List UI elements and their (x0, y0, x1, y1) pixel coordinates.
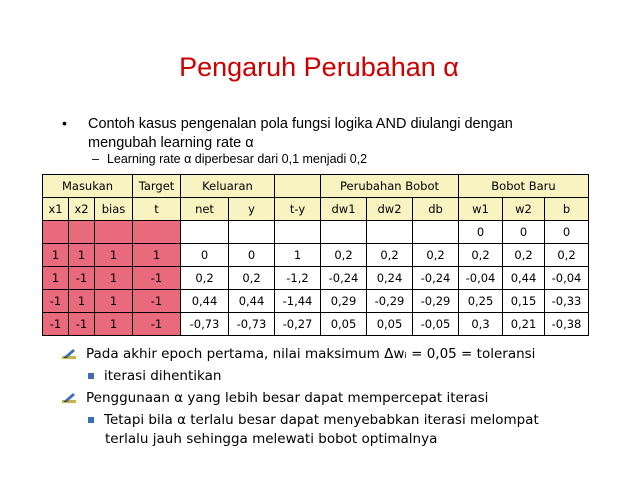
table-cell: 0,2 (321, 244, 367, 267)
table-cell: 0,2 (459, 244, 503, 267)
point-1-sub (88, 368, 221, 384)
table-row (43, 267, 589, 290)
table-cell (181, 221, 229, 244)
table-cell: -1,44 (275, 290, 321, 313)
table-cell (229, 221, 275, 244)
col-header: t (133, 198, 181, 221)
point-2-sub-text: Tetapi bila α terlalu besar dapat menyebabkan iterasi melompat (104, 412, 539, 428)
group-header-empty (275, 175, 321, 198)
table-cell: -0,29 (367, 290, 413, 313)
pen-icon (62, 348, 76, 360)
table-cell: 0 (545, 221, 589, 244)
initial-weights-row (43, 221, 589, 244)
table-cell: 0 (503, 221, 545, 244)
table-cell: 1 (43, 244, 69, 267)
table-cell (367, 221, 413, 244)
table-cell: 0,2 (545, 244, 589, 267)
bullet-text (88, 115, 558, 153)
table-cell: 1 (69, 244, 95, 267)
group-header-perubahan-bobot: Perubahan Bobot (321, 175, 459, 198)
point-2-sub (88, 412, 539, 428)
table-cell: 0 (181, 244, 229, 267)
group-header-target: Target (133, 175, 181, 198)
col-header: x1 (43, 198, 69, 221)
point-2-text: Penggunaan α yang lebih besar dapat mempercepat iterasi (86, 390, 489, 406)
table-cell: 0,15 (503, 290, 545, 313)
point-1 (62, 346, 535, 362)
table-cell: -0,04 (545, 267, 589, 290)
col-header: dw2 (367, 198, 413, 221)
col-header: bias (95, 198, 133, 221)
group-header-keluaran: Keluaran (181, 175, 275, 198)
group-header-row (43, 175, 589, 198)
iteration-table (42, 174, 589, 336)
table-cell: -0,73 (181, 313, 229, 336)
table-cell: 1 (95, 313, 133, 336)
table-row (43, 244, 589, 267)
col-header: w2 (503, 198, 545, 221)
table-cell: -1 (133, 313, 181, 336)
col-header: x2 (69, 198, 95, 221)
table-cell: 0 (459, 221, 503, 244)
table-cell: -0,29 (413, 290, 459, 313)
sub-bullet-text: Learning rate α diperbesar dari 0,1 menjadi 0,2 (106, 152, 368, 166)
sub-bullet (92, 152, 367, 166)
col-header: b (545, 198, 589, 221)
table-cell: 1 (95, 290, 133, 313)
table-cell (413, 221, 459, 244)
col-header: t-y (275, 198, 321, 221)
table-row (43, 290, 589, 313)
table-cell (95, 221, 133, 244)
table-cell: -0,38 (545, 313, 589, 336)
col-header: y (229, 198, 275, 221)
table-cell (43, 221, 69, 244)
col-header: dw1 (321, 198, 367, 221)
dash-marker: – (92, 152, 99, 166)
table-cell: 0,29 (321, 290, 367, 313)
table-cell (321, 221, 367, 244)
table-cell: 0,44 (503, 267, 545, 290)
table-cell: 0,2 (413, 244, 459, 267)
table-cell: -1,2 (275, 267, 321, 290)
table-cell: 0,24 (367, 267, 413, 290)
square-bullet-icon (88, 373, 94, 379)
table-row (43, 313, 589, 336)
table-cell (275, 221, 321, 244)
bullet-line-1: Contoh kasus pengenalan pola fungsi logika AND diulangi dengan (88, 116, 513, 132)
table-cell: 0,2 (181, 267, 229, 290)
page-title: Pengaruh Perubahan α (179, 52, 459, 82)
table-cell: 1 (275, 244, 321, 267)
table-cell: 0,21 (503, 313, 545, 336)
table-cell: 1 (95, 267, 133, 290)
bullet-line-2: mengubah learning rate α (88, 135, 254, 151)
table-cell (69, 221, 95, 244)
table-cell: -0,73 (229, 313, 275, 336)
table-cell: -1 (69, 313, 95, 336)
table-cell: 0,44 (229, 290, 275, 313)
group-header-masukan: Masukan (43, 175, 133, 198)
table-cell: -1 (133, 267, 181, 290)
table-cell: 0,44 (181, 290, 229, 313)
table-cell (133, 221, 181, 244)
point-2 (62, 390, 488, 406)
table-cell: -0,04 (459, 267, 503, 290)
bullet-marker: • (62, 115, 67, 131)
table-cell: 0,3 (459, 313, 503, 336)
table-cell: -1 (69, 267, 95, 290)
col-header: db (413, 198, 459, 221)
table-cell: 0,05 (321, 313, 367, 336)
table-cell: 0,25 (459, 290, 503, 313)
table-cell: -0,24 (413, 267, 459, 290)
table-cell: -0,24 (321, 267, 367, 290)
table-cell: 0,2 (503, 244, 545, 267)
point-2-sub-continuation: terlalu jauh sehingga melewati bobot optimalnya (105, 431, 438, 447)
table-cell: -1 (43, 313, 69, 336)
table-cell: -1 (133, 290, 181, 313)
table-cell: 0,05 (367, 313, 413, 336)
table-cell: -0,05 (413, 313, 459, 336)
col-header: w1 (459, 198, 503, 221)
col-header: net (181, 198, 229, 221)
table-cell: 1 (95, 244, 133, 267)
table-cell: -0,27 (275, 313, 321, 336)
pen-icon (62, 392, 76, 404)
square-bullet-icon (88, 417, 94, 423)
table-cell: -1 (43, 290, 69, 313)
group-header-bobot-baru: Bobot Baru (459, 175, 589, 198)
table-cell: 1 (133, 244, 181, 267)
table-cell: 0 (229, 244, 275, 267)
table-cell: 1 (43, 267, 69, 290)
table-cell: 0,2 (367, 244, 413, 267)
table-cell: 0,2 (229, 267, 275, 290)
column-header-row (43, 198, 589, 221)
table-cell: -0,33 (545, 290, 589, 313)
table-cell: 1 (69, 290, 95, 313)
point-1-text: Pada akhir epoch pertama, nilai maksimum Δwᵢ = 0,05 = toleransi (86, 346, 536, 362)
point-1-sub-text: iterasi dihentikan (104, 368, 222, 384)
